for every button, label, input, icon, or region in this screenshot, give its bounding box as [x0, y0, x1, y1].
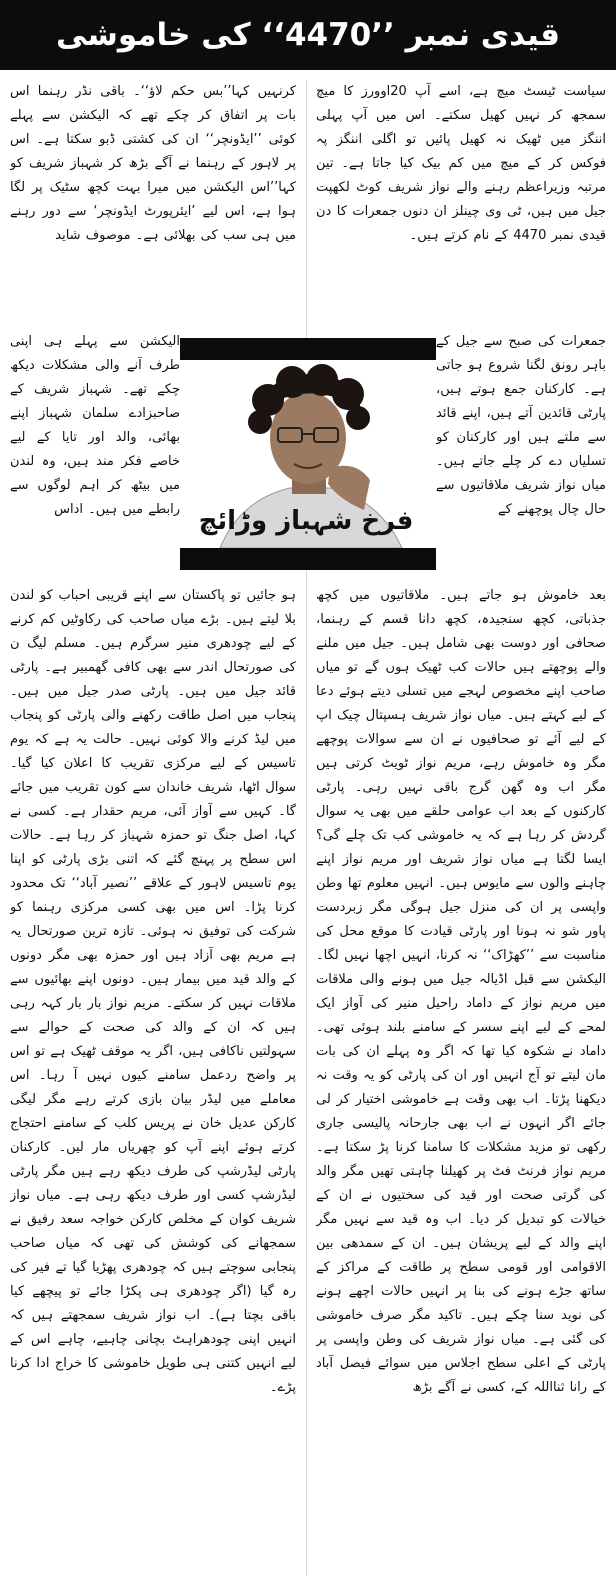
paragraph-right-top: سیاست ٹیسٹ میچ ہے، اسے آپ 20اوورز کا میچ سمجھ کر نہیں کھیل سکتے۔ اس میں آپ پہلی اننگز میں ٹھیک نہ کھیل پائیں تو اگلی اننگز پہ فوکس کر کے میچ میں کم بیک کیا جاتا ہے۔ تین مرتبہ وزیراعظم رہنے والے نواز شریف کوٹ لکھپت جیل میں ہیں، ٹی وی چینلز ان دنوں جمعرات کا دن قیدی نمبر 4470 کے نام کرتے ہیں۔ — [316, 84, 606, 243]
column-left-mid — [10, 330, 180, 576]
headline-banner — [0, 0, 616, 70]
column-right-bottom — [316, 584, 606, 1579]
author-byline: فرخ شہباز وڑائچ — [198, 506, 414, 536]
photo-frame-top-bar — [180, 338, 436, 360]
column-right-top — [316, 80, 606, 324]
column-left-bottom — [10, 584, 296, 1579]
paragraph-right-mid: جمعرات کی صبح سے جیل کے باہر رونق لگنا شروع ہو جاتی ہے۔ کارکنان جمع ہوتے ہیں، پارٹی قائدین آتے ہیں، اپنے قائد سے ملتے ہیں اور کارکنان کو تسلیاں دے کر چلے جاتے ہیں۔ میاں نواز شریف ملاقاتیوں سے حال چال پوچھنے کے — [436, 334, 606, 517]
column-divider — [306, 80, 307, 1576]
photo-frame-bottom-bar — [180, 548, 436, 570]
paragraph-right-bottom: بعد خاموش ہو جاتے ہیں۔ ملاقاتیوں میں کچھ جذباتی، کچھ سنجیدہ، کچھ دانا قسم کے رہنما، صحافی اور دوست بھی شامل ہیں۔ جیل میں ملنے والے پوچھتے ہیں حالات کب ٹھیک ہوں گے تو میاں صاحب اپنے مخصوص لہجے میں تسلی دیتے ہوئے دعا کے لیے کہتے ہیں۔ میاں نواز شریف ہسپتال چیک اپ کے لیے آئے تو صحافیوں نے ان سے سوالات پوچھے مگر وہ خاموش رہے، مریم نواز ٹویٹ کرتی ہیں مگر اب وہ گھن گرج باقی نہیں رہی۔ پارٹی کارکنوں کے بعد اب عوامی حلقے میں بھی یہ سوال گردش کر رہا ہے کہ یہ خاموشی کب تک چلے گی؟ ایسا لگتا ہے میاں نواز شریف اور مریم نواز اپنے چاہنے والوں سے مایوس ہیں۔ انہیں معلوم تھا وطن واپسی پر ان کی منزل جیل ہوگی مگر زبردست پاور شو نہ ہونا اور پارٹی قیادت کا موقع محل کی مناسبت سے ’’کھڑاک‘‘ نہ کرنا، انہیں اچھا نہیں لگا۔ الیکشن سے قبل اڈیالہ جیل میں ہونے والی ملاقات میں مریم نواز کے داماد راحیل منیر کی آواز ایک لمحے کے لیے اپنے سسر کے سامنے بلند ہوئی تھی۔ داماد نے شکوہ کیا تھا کہ اگر وہ پہلے ان کی بات مان لیتے تو آج انہیں اور ان کی پارٹی کو یہ وقت نہ دیکھنا پڑتا۔ اب بھی وقت ہے خاموشی اختیار کر لی جائے اگر انہوں نے اب بھی جارحانہ پالیسی جاری رکھی تو مزید مشکلات کا سامنا کرنا پڑ سکتا ہے۔ مریم نواز فرنٹ فٹ پر کھیلنا چاہتی تھیں مگر والد کی گرتی صحت اور قید کی سختیوں نے ان کے خیالات کو تبدیل کر دیا۔ اب وہ قید سے نہیں مگر اپنے والد کے لیے پریشان ہیں۔ ان کے سمدھی بین الاقوامی اور قومی سطح پر طاقت کے مراکز کے ساتھ جڑے ہونے کی بنا پر انہیں حالات اچھے ہونے کی نوید سنا چکے ہیں۔ تاکید مگر صرف خاموشی کی گئی ہے۔ میاں نواز شریف کی وطن واپسی پر پارٹی کے اعلی سطح اجلاس میں سوائے فیصل آباد کے رانا ثنااللہ کے، کسی نے آگے بڑھ — [316, 588, 606, 1395]
paragraph-left-bottom: ہو جائیں تو پاکستان سے اپنے قریبی احباب کو لندن بلا لیتے ہیں۔ بڑے میاں صاحب کی رکاوٹیں کم کرنے کے لیے چودھری منیر سرگرم ہیں۔ مسلم لیگ ن کی صورتحال اندر سے بھی کافی گھمبیر ہے۔ پارٹی قائد جیل میں ہیں۔ پارٹی صدر جیل میں ہیں۔ پنجاب میں اصل طاقت رکھنے والی پارٹی کو پنجاب میں لیڈ کرنے والا کوئی نہیں۔ حالت یہ ہے کہ یوم تاسیس کے لیے مرکزی تقریب کا اعلان کیا گیا۔ سوال اٹھا، شریف خاندان سے کون تقریب میں جائے گا۔ کہیں سے آواز آئی، مریم حقدار ہے۔ کسی نے کہا، اصل جنگ تو حمزہ شہباز کر رہا ہے۔ حالات اس سطح پر پہنچ گئے کہ اتنی بڑی پارٹی کو اپنا یوم تاسیس لاہور کے علاقے ’’نصیر آباد‘‘ تک محدود کرنا پڑا۔ اس میں بھی کسی مرکزی رہنما کو شرکت کی توفیق نہ ہوئی۔ تازہ ترین صورتحال یہ ہے مریم بھی آزاد ہیں اور حمزہ بھی مگر دونوں کے والد قید میں بیمار ہیں۔ دونوں اپنے بھائیوں سے ملاقات نہیں کر سکتے۔ مریم نواز بار بار کہہ رہی ہیں کہ ان کے والد کی صحت کے حوالے سے سہولتیں ناکافی ہیں، اگر یہ موقف ٹھیک ہے تو اس پر واضح ردعمل سامنے کیوں نہیں آ رہا۔ اس معاملے میں لیڈر بیان بازی کرتے رہے مگر لیگی کارکن عدیل خان نے پریس کلب کے سامنے احتجاج کرتے ہوئے اپنے آپ کو چھریاں مار لیں۔ کارکنان پارٹی لیڈرشپ کی طرف دیکھ رہے ہیں مگر پارٹی لیڈرشپ کسی اور طرف دیکھ رہی ہے۔ میاں نواز شریف کوان کے مخلص کارکن خواجہ سعد رفیق نے سمجھانے کی کوشش کی تھی کہ میاں صاحب پنجابی سوچتے ہیں کہ چودھری پھڑیا گیا تے فیر کی رہ گیا (اگر چودھری ہی پکڑا جائے تو پیچھے کیا باقی بچتا ہے)۔ اب نواز شریف سمجھتے ہیں کہ انہیں اپنی چودھراہٹ بچانی چاہیے، چاہے اس کے لیے انہیں کتنی ہی طویل خاموشی کا خراج ادا کرنا پڑے۔ — [10, 588, 296, 1395]
column-right-mid — [436, 330, 606, 576]
paragraph-left-top: کرنہیں کہا’’بس حکم لاؤ‘‘۔ باقی نڈر رہنما اس بات پر اتفاق کر چکے تھے کہ الیکشن سے پہلے کوئی ’’ایڈونچر‘‘ ان کی کشتی ڈبو سکتا ہے۔ اس پر لاہور کے رہنما نے آگے بڑھ کر شہباز شریف کو کہا’’اس الیکشن میں میرا بہت کچھ سٹیک پر لگا ہوا ہے، اس لیے ’ایئرپورٹ ایڈونچر‘ سے دور رہنے میں ہی سب کی بھلائی ہے۔ موصوف شاید — [10, 84, 296, 243]
column-left-top — [10, 80, 296, 324]
paragraph-left-mid: الیکشن سے پہلے ہی اپنی طرف آنے والی مشکلات دیکھ چکے تھے۔ شہباز شریف کے صاحبزادے سلمان شہباز اپنے بھائی، والد اور تایا کے لیے خاصے فکر مند ہیں، وہ لندن میں بیٹھ کر اہم لوگوں سے رابطے میں ہیں۔ اداس — [10, 334, 180, 517]
headline: قیدی نمبر ’’4470‘‘ کی خاموشی — [55, 17, 561, 53]
